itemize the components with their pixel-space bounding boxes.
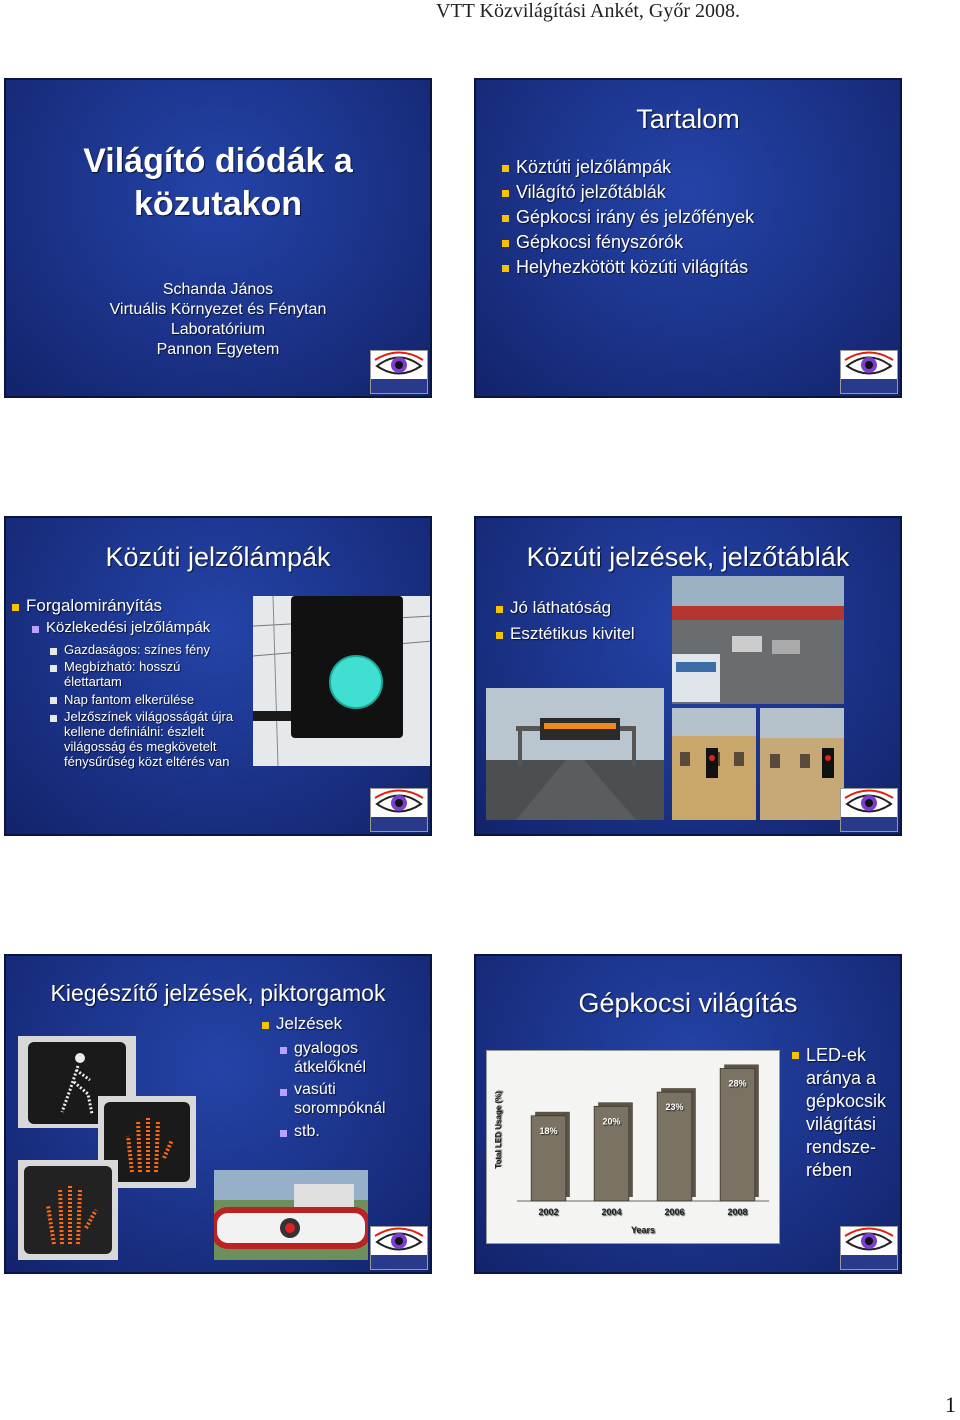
- slide2-title: Tartalom: [636, 104, 740, 134]
- bar-data-label: 23%: [665, 1102, 684, 1113]
- slide-contents: [474, 78, 902, 398]
- slide3-title: Közúti jelzőlámpák: [105, 542, 331, 572]
- list-item: Gépkocsi fényszórók: [500, 232, 754, 253]
- bullet-list: [494, 598, 635, 644]
- list-item: Jelzőszínek világosságát újra kellene definiálni: észlelt világosság és megkövetelt fénysűrűség közt eltérés van: [48, 709, 238, 770]
- list-item: gyalogos átkelőknél: [278, 1040, 408, 1077]
- list-item: Megbízható: hosszú élettartam: [48, 659, 238, 689]
- lab-logo: [840, 350, 898, 394]
- slide-traffic-lights: [4, 516, 432, 836]
- list-item: Köztúti jelzőlámpák: [500, 157, 754, 178]
- contents-list: [500, 157, 754, 278]
- eye-logo-icon: [841, 351, 897, 393]
- traffic-light-photo: [253, 596, 432, 766]
- slide-pictograms: [4, 954, 432, 1274]
- y-axis-label: Total LED Usage (%): [494, 1091, 503, 1169]
- author-name: Schanda János: [162, 281, 274, 298]
- building-photo: [672, 708, 756, 820]
- pedestrian-stop-signal: [18, 1160, 118, 1260]
- bar-data-label: 28%: [728, 1078, 747, 1089]
- affiliation-line: Pannon Egyetem: [156, 341, 280, 358]
- bullet-list: [10, 596, 246, 616]
- lab-logo: [370, 350, 428, 394]
- bullet-list: [790, 1044, 890, 1182]
- lab-logo: [840, 788, 898, 832]
- bullet-list: [260, 1014, 342, 1034]
- chart-panel: [486, 1050, 780, 1244]
- slide4-title: Közúti jelzések, jelzőtáblák: [526, 542, 850, 572]
- eye-logo-icon: [841, 789, 897, 831]
- slide5-title: Kiegészítő jelzések, piktorgamok: [50, 980, 386, 1006]
- list-item: Nap fantom elkerülése: [48, 692, 238, 707]
- slide-car-lighting: [474, 954, 902, 1274]
- slide-title: [4, 78, 432, 398]
- bar-data-label: 18%: [539, 1125, 558, 1136]
- building-photo: [760, 708, 844, 820]
- page-header: VTT Közvilágítási Ankét, Győr 2008.: [436, 0, 741, 22]
- page-number: 1: [945, 1392, 956, 1417]
- slide-road-signs: [474, 516, 902, 836]
- bar-data-label: 20%: [602, 1116, 621, 1127]
- slide1-title: Világító diódák a közutakon: [83, 142, 353, 223]
- list-item: Közlekedési jelzőlámpák: [30, 619, 250, 637]
- list-item: stb.: [278, 1123, 408, 1142]
- eye-logo-icon: [371, 1227, 427, 1269]
- list-item: Jó láthatóság: [494, 598, 635, 618]
- list-item: Világító jelzőtáblák: [500, 182, 754, 203]
- led-usage-chart: [487, 1051, 779, 1243]
- eye-logo-icon: [841, 1227, 897, 1269]
- bullet-list: [30, 619, 250, 637]
- x-tick-label: 2006: [664, 1207, 685, 1217]
- bullet-list: [278, 1040, 408, 1142]
- x-tick-label: 2008: [727, 1207, 748, 1217]
- x-tick-label: 2004: [601, 1207, 622, 1217]
- list-item: vasúti sorompóknál: [278, 1081, 408, 1118]
- lab-logo: [370, 788, 428, 832]
- lab-logo: [370, 1226, 428, 1270]
- affiliation-line: Virtuális Környezet és Fénytan: [109, 301, 327, 318]
- slide6-title: Gépkocsi világítás: [578, 988, 798, 1018]
- street-photo: [672, 576, 844, 704]
- affiliation-line: Laboratórium: [170, 321, 266, 338]
- railway-barrier-photo: [214, 1170, 368, 1260]
- list-item: Helyhezkötött közúti világítás: [500, 257, 754, 278]
- list-item: Esztétikus kivitel: [494, 624, 635, 644]
- eye-logo-icon: [371, 789, 427, 831]
- list-item: Jelzések: [260, 1014, 342, 1034]
- list-item: Gazdaságos: színes fény: [48, 642, 238, 657]
- lab-logo: [840, 1226, 898, 1270]
- list-item: LED-ek aránya a gépkocsik világítási rendsze-rében: [790, 1044, 890, 1182]
- eye-logo-icon: [371, 351, 427, 393]
- bullet-list: [48, 642, 238, 770]
- list-item: Gépkocsi irány és jelzőfények: [500, 207, 754, 228]
- x-axis-label: Years: [630, 1225, 656, 1235]
- highway-sign-photo: [486, 688, 664, 820]
- x-tick-label: 2002: [538, 1207, 559, 1217]
- list-item: Forgalomirányítás: [10, 596, 246, 616]
